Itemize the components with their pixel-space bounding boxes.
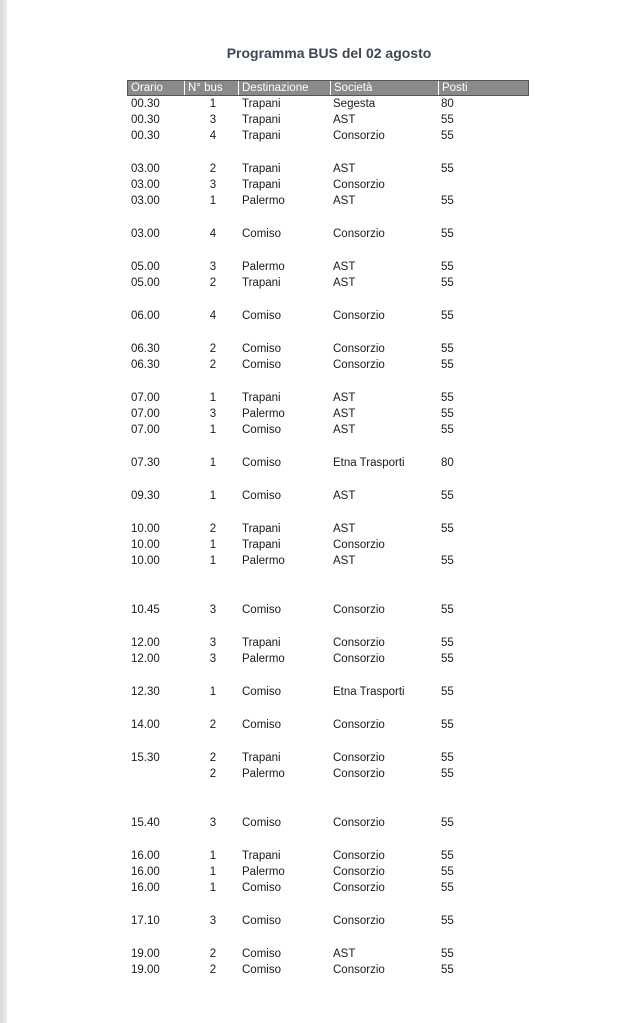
row-posti: 55 bbox=[441, 130, 454, 142]
row-orario: 03.00 bbox=[131, 163, 160, 175]
row-n-bus: 2 bbox=[209, 359, 217, 371]
row-orario: 07.00 bbox=[131, 392, 160, 404]
row-orario: 10.00 bbox=[131, 539, 160, 551]
row-n-bus: 1 bbox=[209, 882, 217, 894]
table-row bbox=[0, 553, 627, 569]
row-posti: 55 bbox=[441, 604, 454, 616]
row-societa: Consorzio bbox=[333, 866, 385, 878]
row-n-bus: 2 bbox=[209, 719, 217, 731]
row-destinazione: Trapani bbox=[242, 752, 281, 764]
row-posti: 55 bbox=[441, 228, 454, 240]
table-row bbox=[0, 848, 627, 864]
row-orario: 10.00 bbox=[131, 523, 160, 535]
column-header-societa: Società bbox=[331, 81, 439, 95]
row-n-bus: 1 bbox=[209, 686, 217, 698]
row-orario: 19.00 bbox=[131, 964, 160, 976]
row-orario: 16.00 bbox=[131, 882, 160, 894]
row-orario: 12.00 bbox=[131, 653, 160, 665]
row-destinazione: Comiso bbox=[242, 686, 281, 698]
row-posti: 55 bbox=[441, 866, 454, 878]
row-destinazione: Trapani bbox=[242, 392, 281, 404]
row-n-bus: 2 bbox=[209, 343, 217, 355]
row-destinazione: Comiso bbox=[242, 719, 281, 731]
row-posti: 55 bbox=[441, 752, 454, 764]
table-header bbox=[127, 80, 529, 96]
row-orario: 00.30 bbox=[131, 114, 160, 126]
table-row bbox=[0, 717, 627, 733]
row-posti: 55 bbox=[441, 277, 454, 289]
row-n-bus: 3 bbox=[209, 817, 217, 829]
row-societa: AST bbox=[333, 408, 356, 420]
row-destinazione: Palermo bbox=[242, 768, 285, 780]
row-societa: Consorzio bbox=[333, 310, 385, 322]
column-header-posti: Posti bbox=[442, 82, 468, 94]
row-n-bus: 1 bbox=[209, 195, 217, 207]
table-row bbox=[0, 913, 627, 929]
row-destinazione: Comiso bbox=[242, 915, 281, 927]
row-n-bus: 3 bbox=[209, 261, 217, 273]
row-n-bus: 2 bbox=[209, 277, 217, 289]
table-row bbox=[0, 880, 627, 896]
table-row bbox=[0, 488, 627, 504]
row-societa: AST bbox=[333, 114, 356, 126]
row-orario: 19.00 bbox=[131, 948, 160, 960]
row-n-bus: 1 bbox=[209, 424, 217, 436]
table-row bbox=[0, 537, 627, 553]
table-row bbox=[0, 750, 627, 766]
row-societa: Consorzio bbox=[333, 653, 385, 665]
table-row bbox=[0, 864, 627, 880]
row-destinazione: Palermo bbox=[242, 408, 285, 420]
table-row bbox=[0, 422, 627, 438]
row-societa: Consorzio bbox=[333, 359, 385, 371]
row-n-bus: 2 bbox=[209, 948, 217, 960]
row-posti: 55 bbox=[441, 768, 454, 780]
table-row bbox=[0, 341, 627, 357]
row-posti: 55 bbox=[441, 343, 454, 355]
table-row bbox=[0, 455, 627, 471]
row-societa: AST bbox=[333, 195, 356, 207]
row-destinazione: Trapani bbox=[242, 523, 281, 535]
table-row bbox=[0, 357, 627, 373]
row-n-bus: 2 bbox=[209, 768, 217, 780]
row-destinazione: Trapani bbox=[242, 637, 281, 649]
row-destinazione: Comiso bbox=[242, 359, 281, 371]
row-orario: 03.00 bbox=[131, 228, 160, 240]
row-posti: 55 bbox=[441, 359, 454, 371]
row-destinazione: Palermo bbox=[242, 653, 285, 665]
row-n-bus: 3 bbox=[209, 114, 217, 126]
table-row bbox=[0, 962, 627, 978]
row-orario: 06.00 bbox=[131, 310, 160, 322]
row-orario: 14.00 bbox=[131, 719, 160, 731]
table-row bbox=[0, 390, 627, 406]
row-orario: 05.00 bbox=[131, 261, 160, 273]
table-row bbox=[0, 275, 627, 291]
row-n-bus: 1 bbox=[209, 555, 217, 567]
row-destinazione: Comiso bbox=[242, 310, 281, 322]
row-societa: AST bbox=[333, 948, 356, 960]
row-societa: Consorzio bbox=[333, 179, 385, 191]
row-societa: AST bbox=[333, 490, 356, 502]
column-header-orario: Orario bbox=[128, 81, 185, 95]
row-posti: 55 bbox=[441, 261, 454, 273]
row-societa: Consorzio bbox=[333, 130, 385, 142]
row-orario: 15.30 bbox=[131, 752, 160, 764]
row-destinazione: Trapani bbox=[242, 850, 281, 862]
row-societa: AST bbox=[333, 163, 356, 175]
table-row bbox=[0, 521, 627, 537]
row-orario: 06.30 bbox=[131, 359, 160, 371]
row-n-bus: 4 bbox=[209, 228, 217, 240]
table-row bbox=[0, 259, 627, 275]
row-posti: 55 bbox=[441, 964, 454, 976]
row-posti: 55 bbox=[441, 195, 454, 207]
row-posti: 55 bbox=[441, 915, 454, 927]
row-destinazione: Comiso bbox=[242, 817, 281, 829]
row-posti: 55 bbox=[441, 310, 454, 322]
row-n-bus: 1 bbox=[209, 98, 217, 110]
row-n-bus: 1 bbox=[209, 866, 217, 878]
row-orario: 15.40 bbox=[131, 817, 160, 829]
row-orario: 07.30 bbox=[131, 457, 160, 469]
row-posti: 55 bbox=[441, 163, 454, 175]
row-orario: 06.30 bbox=[131, 343, 160, 355]
row-posti: 55 bbox=[441, 686, 454, 698]
row-n-bus: 1 bbox=[209, 539, 217, 551]
row-posti: 55 bbox=[441, 948, 454, 960]
row-posti: 55 bbox=[441, 555, 454, 567]
row-societa: AST bbox=[333, 424, 356, 436]
row-societa: Consorzio bbox=[333, 768, 385, 780]
table-row bbox=[0, 96, 627, 112]
row-posti: 55 bbox=[441, 114, 454, 126]
row-destinazione: Comiso bbox=[242, 948, 281, 960]
row-destinazione: Trapani bbox=[242, 539, 281, 551]
table-row bbox=[0, 602, 627, 618]
row-posti: 55 bbox=[441, 408, 454, 420]
row-posti: 55 bbox=[441, 653, 454, 665]
row-posti: 55 bbox=[441, 424, 454, 436]
table-row bbox=[0, 308, 627, 324]
row-destinazione: Palermo bbox=[242, 866, 285, 878]
row-n-bus: 4 bbox=[209, 130, 217, 142]
row-n-bus: 2 bbox=[209, 163, 217, 175]
row-societa: Etna Trasporti bbox=[333, 686, 405, 698]
row-n-bus: 1 bbox=[209, 457, 217, 469]
row-posti: 55 bbox=[441, 850, 454, 862]
row-destinazione: Trapani bbox=[242, 163, 281, 175]
table-row bbox=[0, 112, 627, 128]
row-posti: 80 bbox=[441, 98, 454, 110]
table-row bbox=[0, 684, 627, 700]
row-posti: 55 bbox=[441, 392, 454, 404]
row-destinazione: Comiso bbox=[242, 457, 281, 469]
row-destinazione: Comiso bbox=[242, 964, 281, 976]
table-row bbox=[0, 193, 627, 209]
row-societa: Consorzio bbox=[333, 228, 385, 240]
row-orario: 16.00 bbox=[131, 850, 160, 862]
row-societa: Consorzio bbox=[333, 964, 385, 976]
row-n-bus: 1 bbox=[209, 490, 217, 502]
table-row bbox=[0, 177, 627, 193]
row-n-bus: 2 bbox=[209, 964, 217, 976]
row-orario: 00.30 bbox=[131, 130, 160, 142]
row-n-bus: 2 bbox=[209, 523, 217, 535]
row-orario: 05.00 bbox=[131, 277, 160, 289]
row-societa: AST bbox=[333, 261, 356, 273]
row-orario: 17.10 bbox=[131, 915, 160, 927]
row-societa: Consorzio bbox=[333, 539, 385, 551]
row-orario: 07.00 bbox=[131, 408, 160, 420]
row-posti: 55 bbox=[441, 817, 454, 829]
row-destinazione: Trapani bbox=[242, 130, 281, 142]
row-posti: 55 bbox=[441, 882, 454, 894]
row-societa: Consorzio bbox=[333, 882, 385, 894]
row-societa: Consorzio bbox=[333, 604, 385, 616]
row-societa: Consorzio bbox=[333, 915, 385, 927]
row-n-bus: 2 bbox=[209, 752, 217, 764]
table-row bbox=[0, 128, 627, 144]
row-destinazione: Trapani bbox=[242, 277, 281, 289]
row-n-bus: 1 bbox=[209, 850, 217, 862]
table-row bbox=[0, 815, 627, 831]
row-n-bus: 3 bbox=[209, 653, 217, 665]
row-destinazione: Comiso bbox=[242, 882, 281, 894]
row-n-bus: 3 bbox=[209, 179, 217, 191]
row-posti: 80 bbox=[441, 457, 454, 469]
table-row bbox=[0, 651, 627, 667]
row-societa: Consorzio bbox=[333, 850, 385, 862]
row-societa: Consorzio bbox=[333, 817, 385, 829]
row-destinazione: Trapani bbox=[242, 114, 281, 126]
row-societa: Consorzio bbox=[333, 752, 385, 764]
row-orario: 03.00 bbox=[131, 195, 160, 207]
row-destinazione: Comiso bbox=[242, 228, 281, 240]
row-societa: Etna Trasporti bbox=[333, 457, 405, 469]
table-row bbox=[0, 226, 627, 242]
row-orario: 16.00 bbox=[131, 866, 160, 878]
table-row bbox=[0, 766, 627, 782]
row-destinazione: Trapani bbox=[242, 179, 281, 191]
row-societa: Segesta bbox=[333, 98, 376, 110]
row-societa: Consorzio bbox=[333, 719, 385, 731]
table-row bbox=[0, 161, 627, 177]
column-header-n-bus: N° bus bbox=[185, 81, 239, 95]
row-posti: 55 bbox=[441, 637, 454, 649]
row-posti: 55 bbox=[441, 490, 454, 502]
row-societa: Consorzio bbox=[333, 343, 385, 355]
table-row bbox=[0, 406, 627, 422]
row-destinazione: Trapani bbox=[242, 98, 281, 110]
row-n-bus: 3 bbox=[209, 408, 217, 420]
table-row bbox=[0, 946, 627, 962]
row-destinazione: Palermo bbox=[242, 195, 285, 207]
row-orario: 09.30 bbox=[131, 490, 160, 502]
row-n-bus: 3 bbox=[209, 637, 217, 649]
row-n-bus: 3 bbox=[209, 915, 217, 927]
table-row bbox=[0, 635, 627, 651]
row-n-bus: 3 bbox=[209, 604, 217, 616]
row-destinazione: Comiso bbox=[242, 343, 281, 355]
row-orario: 12.00 bbox=[131, 637, 160, 649]
row-n-bus: 1 bbox=[209, 392, 217, 404]
row-posti: 55 bbox=[441, 523, 454, 535]
row-societa: AST bbox=[333, 392, 356, 404]
row-orario: 12.30 bbox=[131, 686, 160, 698]
column-header-destinazione: Destinazione bbox=[239, 81, 331, 95]
row-societa: AST bbox=[333, 523, 356, 535]
page-title: Programma BUS del 02 agosto bbox=[226, 45, 432, 61]
row-n-bus: 4 bbox=[209, 310, 217, 322]
row-destinazione: Comiso bbox=[242, 490, 281, 502]
row-orario: 10.00 bbox=[131, 555, 160, 567]
row-orario: 07.00 bbox=[131, 424, 160, 436]
row-societa: AST bbox=[333, 277, 356, 289]
row-societa: Consorzio bbox=[333, 637, 385, 649]
row-orario: 00.30 bbox=[131, 98, 160, 110]
row-destinazione: Palermo bbox=[242, 555, 285, 567]
row-destinazione: Comiso bbox=[242, 424, 281, 436]
row-orario: 10.45 bbox=[131, 604, 160, 616]
row-societa: AST bbox=[333, 555, 356, 567]
row-orario: 03.00 bbox=[131, 179, 160, 191]
row-posti: 55 bbox=[441, 719, 454, 731]
row-destinazione: Comiso bbox=[242, 604, 281, 616]
row-destinazione: Palermo bbox=[242, 261, 285, 273]
